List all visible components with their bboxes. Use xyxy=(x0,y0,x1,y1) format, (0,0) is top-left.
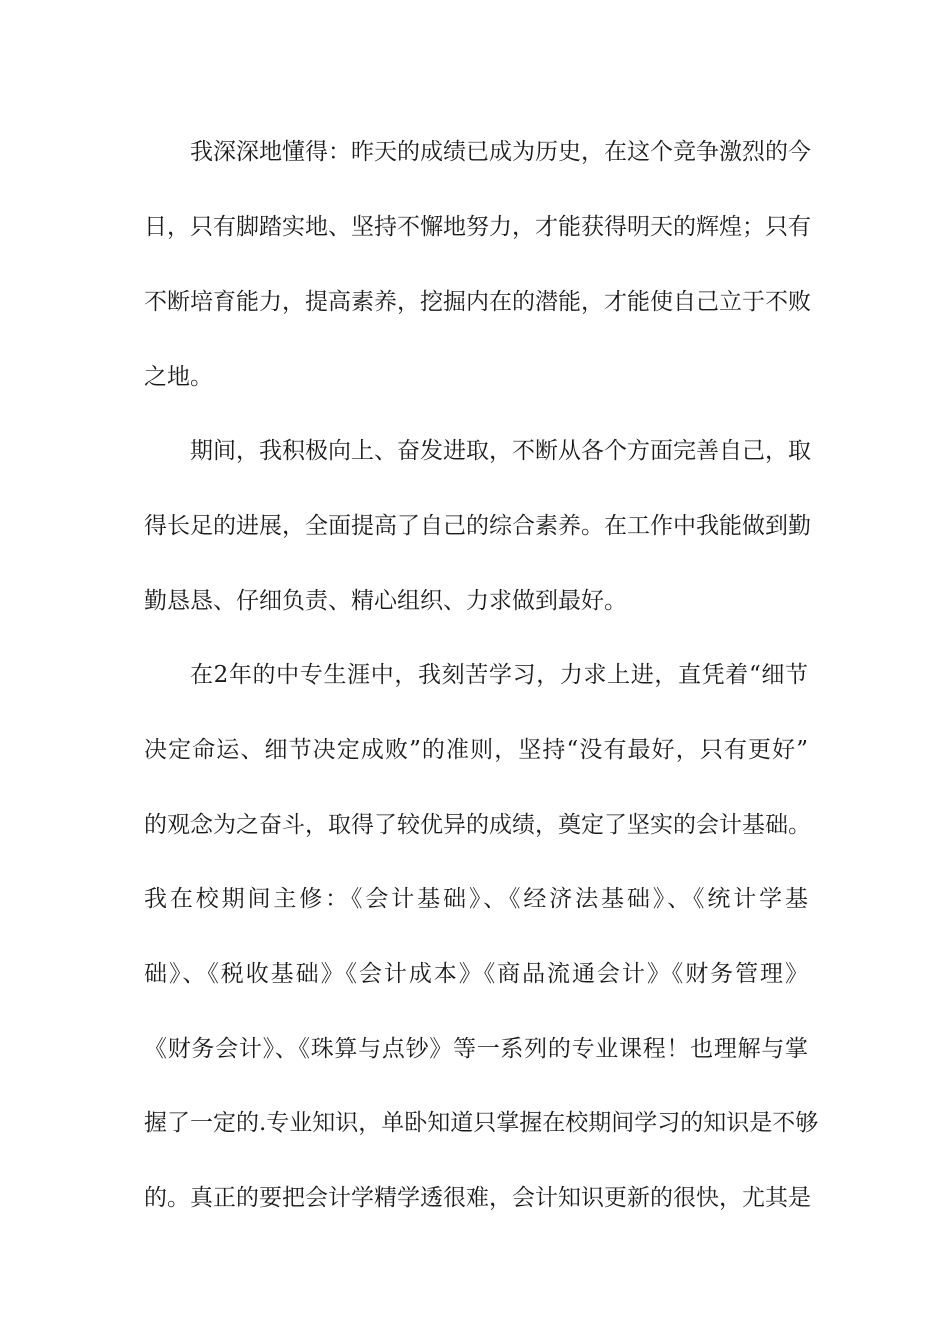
paragraph-3-line-8: 的。真正的要把会计学精学透很难，会计知识更新的很快，尤其是 xyxy=(144,1185,811,1211)
paragraph-1-line-2: 日，只有脚踏实地、坚持不懈地努力，才能获得明天的辉煌；只有 xyxy=(144,214,811,240)
paragraph-3-line-4: 我在校期间主修：《会计基础》、《经济法基础》、《统计学基 xyxy=(144,886,808,912)
paragraph-1-line-4: 之地。 xyxy=(144,364,213,390)
paragraph-1-line-1: 我深深地懂得：昨天的成绩已成为历史，在这个竞争激烈的今 xyxy=(190,139,811,165)
paragraph-3-line-7: 握了一定的.专业知识，单卧知道只掌握在校期间学习的知识是不够 xyxy=(144,1110,819,1136)
paragraph-3-line-1: 在2年的中专生涯中，我刻苦学习，力求上进，直凭着“细节 xyxy=(190,662,808,688)
paragraph-3-line-6: 《财务会计》、《珠算与点钞》等一系列的专业课程！也理解与掌 xyxy=(144,1036,808,1062)
paragraph-3-line-2: 决定命运、细节决定成败”的准则，坚持“没有最好，只有更好” xyxy=(144,737,808,763)
paragraph-1-line-3: 不断培育能力，提高素养，挖掘内在的潜能，才能使自己立于不败 xyxy=(144,289,811,315)
paragraph-3-line-5: 础》、《税收基础》《会计成本》《商品流通会计》《财务管理》 xyxy=(144,961,808,987)
paragraph-2-line-2: 得长足的进展，全面提高了自己的综合素养。在工作中我能做到勤 xyxy=(144,513,811,539)
paragraph-2-line-3: 勤恳恳、仔细负责、精心组织、力求做到最好。 xyxy=(144,588,627,614)
paragraph-3-line-3: 的观念为之奋斗，取得了较优异的成绩，奠定了坚实的会计基础。 xyxy=(144,812,811,838)
paragraph-2-line-1: 期间，我积极向上、奋发进取，不断从各个方面完善自己，取 xyxy=(190,438,811,464)
